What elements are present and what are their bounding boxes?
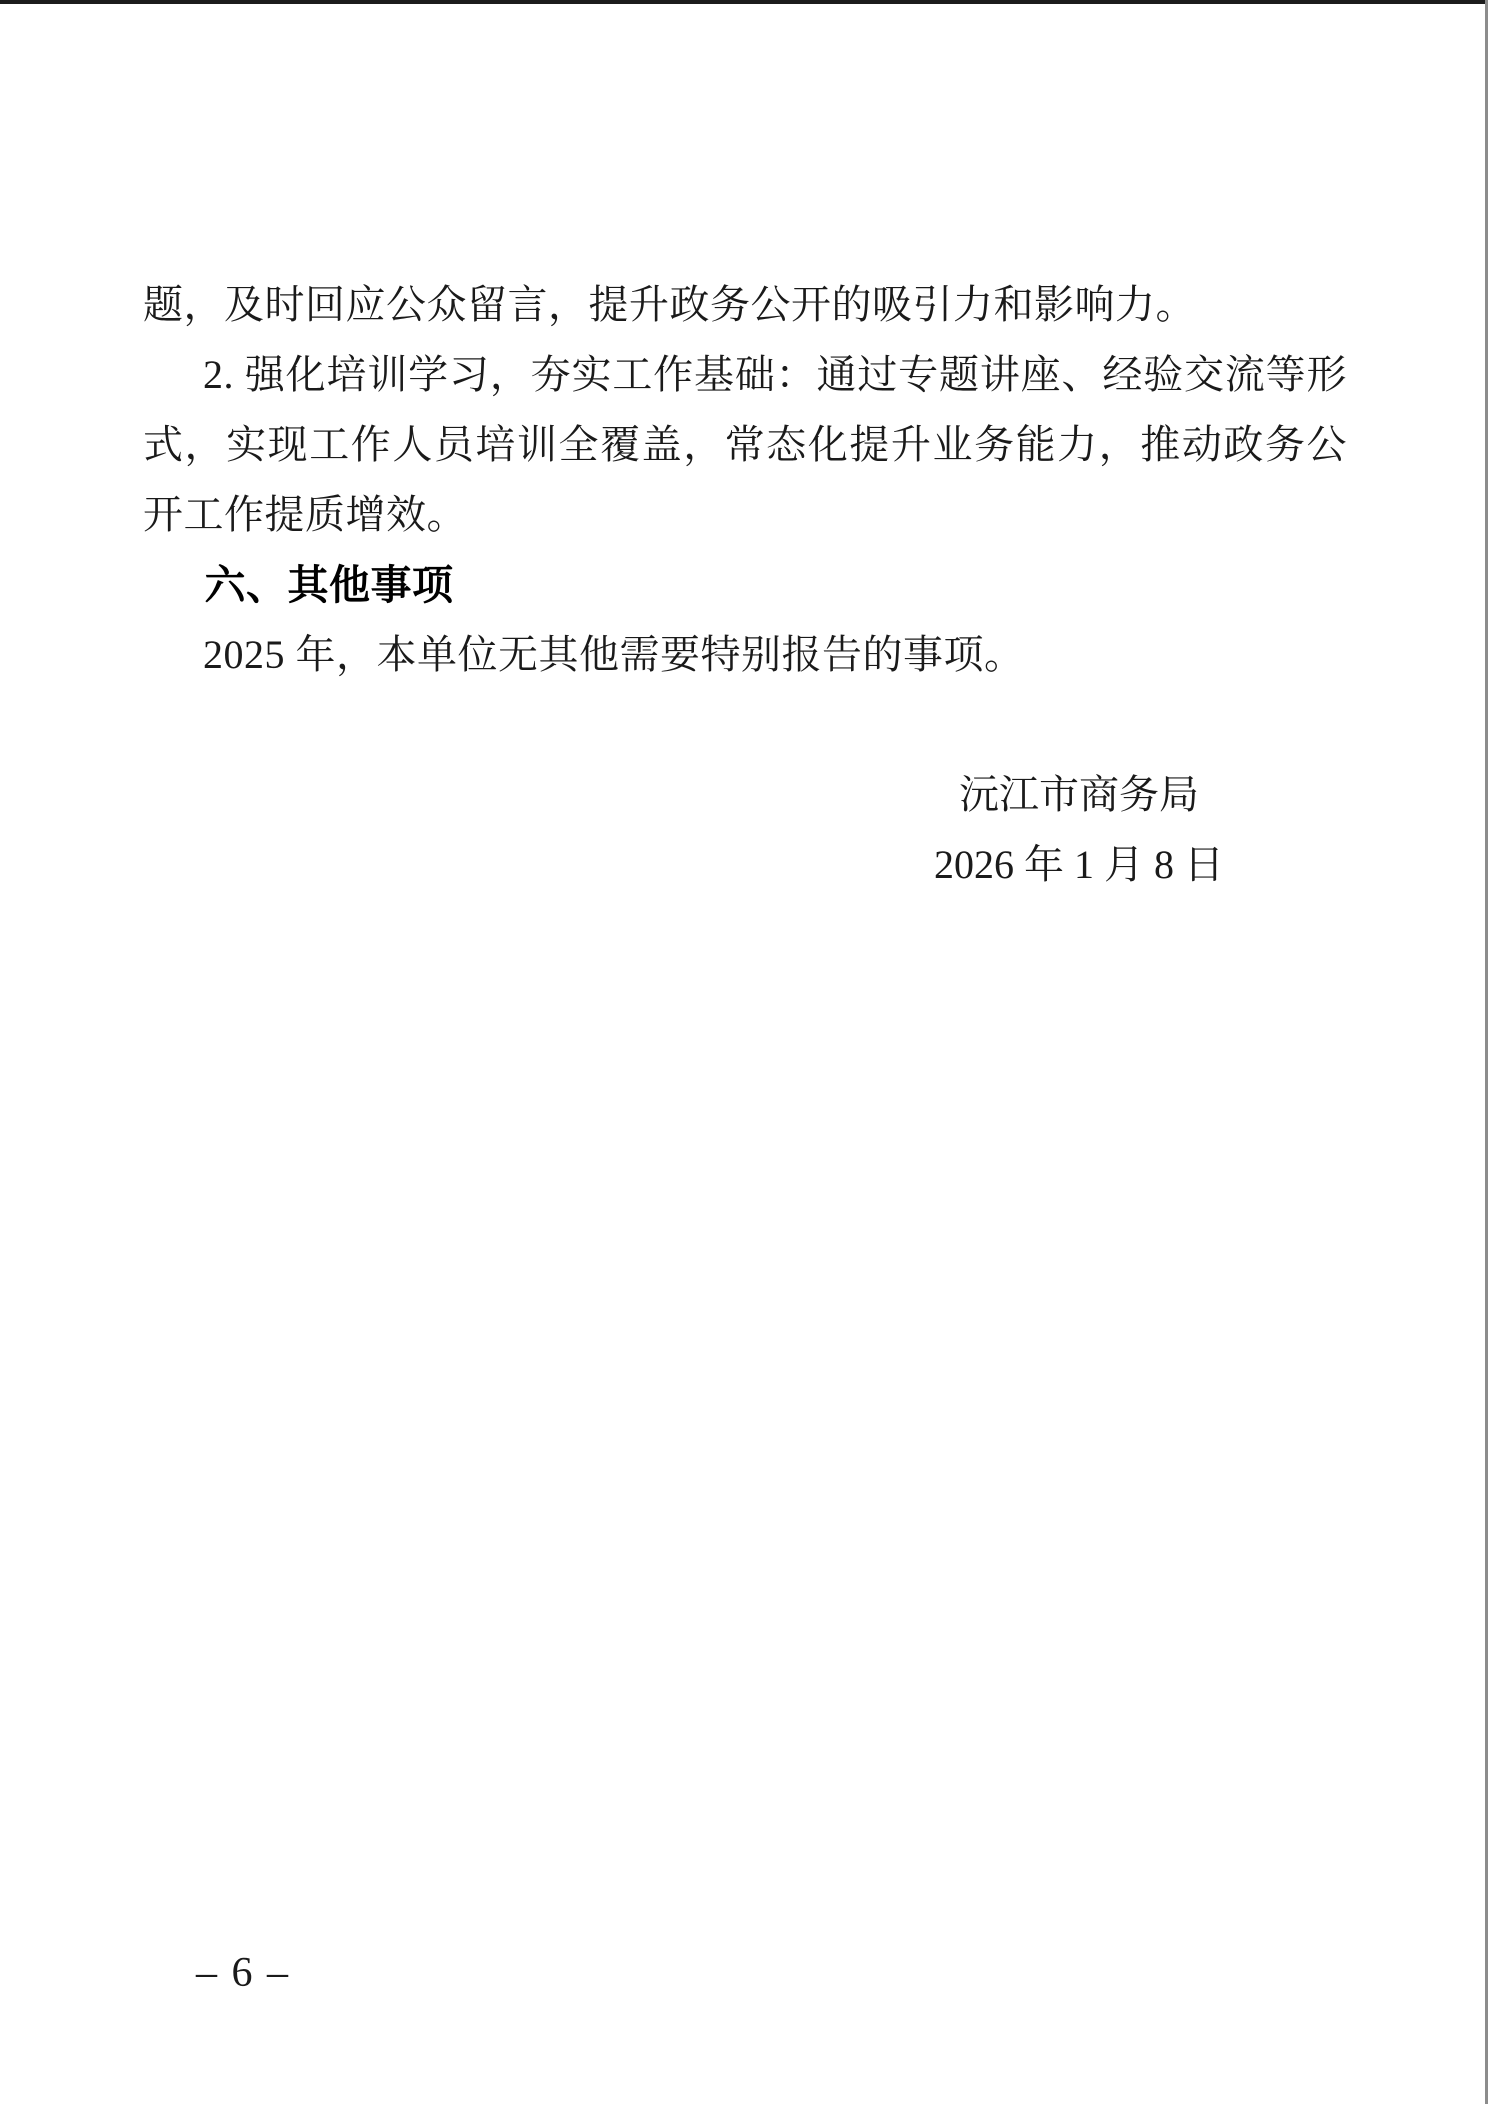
- signature-date: 2026 年 1 月 8 日: [934, 842, 1224, 887]
- paragraph-continuation: 题，及时回应公众留言，提升政务公开的吸引力和影响力。: [143, 282, 1196, 327]
- document-body: [143, 270, 1347, 690]
- page-top-border: [0, 0, 1488, 4]
- paragraph-other-matters: 2025 年，本单位无其他需要特别报告的事项。: [203, 632, 1025, 677]
- paragraph-training: 2. 强化培训学习，夯实工作基础：通过专题讲座、经验交流等形式，实现工作人员培训全覆盖，常态化提升业务能力，推动政务公开工作提质增效。: [143, 352, 1347, 537]
- section-heading-other-matters: 六、其他事项: [204, 562, 454, 608]
- signature-block: [933, 760, 1225, 900]
- page-number: – 6 –: [196, 1950, 290, 1996]
- signature-organization: 沅江市商务局: [959, 772, 1199, 817]
